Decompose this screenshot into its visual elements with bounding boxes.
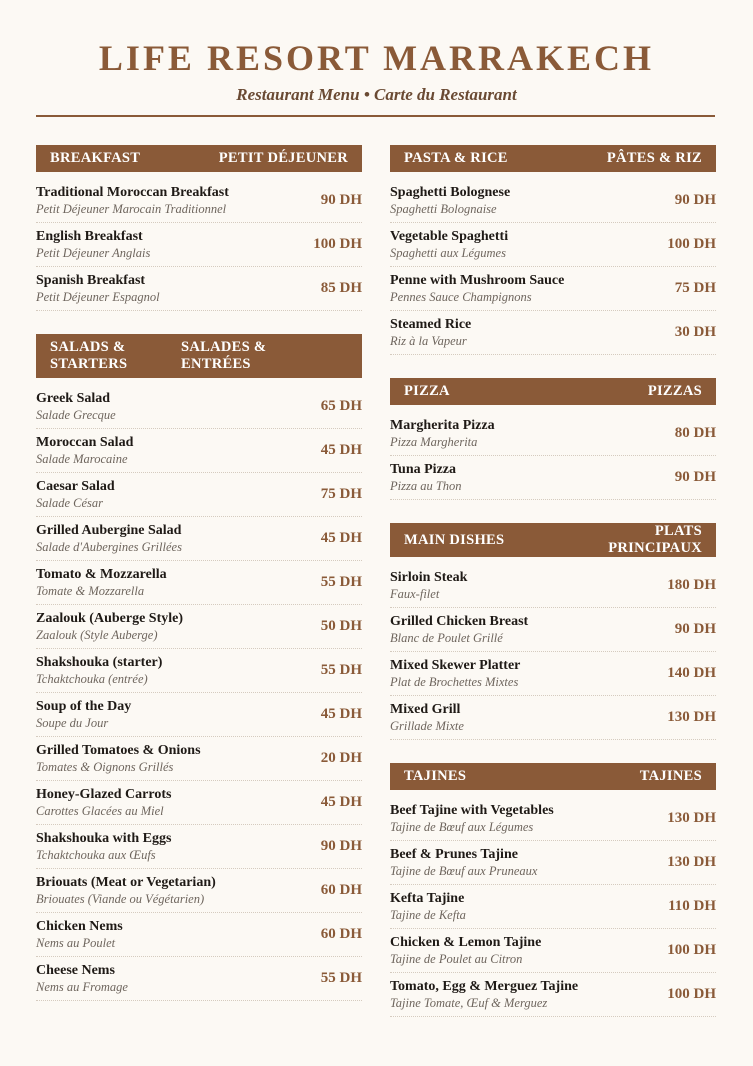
menu-item [36,649,362,693]
menu-item [390,929,716,973]
section-title-fr: PETIT DÉJEUNER [218,150,348,166]
item-price: 90 DH [674,192,716,208]
section-title-en: PASTA & RICE [404,150,508,166]
right-column [390,145,716,1040]
menu-item [390,696,716,740]
section-title-en: BREAKFAST [50,150,141,166]
item-names [390,228,508,261]
item-names [390,613,528,646]
item-names [390,978,578,1011]
item-price: 45 DH [320,530,362,546]
item-name-fr: Tajine de Kefta [390,908,466,922]
item-names [36,434,133,467]
item-name-en: Margherita Pizza [390,418,495,433]
menu-item [390,797,716,841]
item-price: 55 DH [320,574,362,590]
item-name-fr: Tajine de Bœuf aux Légumes [390,820,534,834]
item-name-en: Steamed Rice [390,317,472,332]
item-price: 100 DH [313,236,362,252]
section-header [36,334,362,378]
menu-item [390,885,716,929]
menu-item [36,517,362,561]
item-name-fr: Faux-filet [390,587,440,601]
menu-item [36,561,362,605]
item-name-en: Traditional Moroccan Breakfast [36,185,229,200]
menu-section-tajines [390,763,716,1017]
menu-item [36,267,362,311]
menu-section-pasta-rice [390,145,716,355]
item-price: 90 DH [320,838,362,854]
menu-item [390,841,716,885]
item-price: 60 DH [320,926,362,942]
section-title-en: TAJINES [404,768,467,784]
menu-item [36,825,362,869]
item-name-fr: Salade César [36,496,104,510]
menu-item [390,223,716,267]
menu-item [390,456,716,500]
item-price: 80 DH [674,425,716,441]
item-name-en: Shakshouka with Eggs [36,831,172,846]
menu-item [36,781,362,825]
item-names [36,184,229,217]
item-name-fr: Pizza Margherita [390,435,478,449]
item-price: 90 DH [320,192,362,208]
menu-item [36,605,362,649]
item-name-en: Spaghetti Bolognese [390,185,511,200]
item-name-fr: Petit Déjeuner Anglais [36,246,151,260]
section-title-en: SALADS & STARTERS [50,339,128,372]
section-title-fr: SALADES & ENTRÉES [181,339,267,372]
item-name-en: Chicken Nems [36,919,123,934]
menu-item [36,223,362,267]
item-name-en: Cheese Nems [36,963,115,978]
item-price: 60 DH [320,882,362,898]
menu-item [390,311,716,355]
section-header [390,145,716,172]
item-names [36,478,115,511]
item-names [390,184,510,217]
menu-section-main-dishes [390,523,716,740]
item-name-fr: Nems au Poulet [36,936,116,950]
menu-item [390,179,716,223]
menu-item [36,869,362,913]
item-names [36,272,160,305]
item-names [36,786,171,819]
item-name-en: Chicken & Lemon Tajine [390,935,542,950]
item-price: 55 DH [320,662,362,678]
menu-section-pizza [390,378,716,500]
menu-item [390,652,716,696]
item-price: 110 DH [668,898,716,914]
item-names [36,522,182,555]
item-price: 55 DH [320,970,362,986]
item-names [390,701,464,734]
item-name-en: Beef Tajine with Vegetables [390,803,554,818]
item-names [36,742,201,775]
item-names [36,698,131,731]
item-price: 65 DH [320,398,362,414]
item-name-fr: Tajine Tomate, Œuf & Merguez [390,996,548,1010]
section-title-fr: PLATS PRINCIPAUX [608,523,702,556]
menu-section-salads-starters [36,334,362,1001]
item-names [36,654,162,687]
menu-item [36,179,362,223]
item-name-en: Grilled Aubergine Salad [36,523,182,538]
menu-item-list [390,412,716,500]
item-price: 45 DH [320,442,362,458]
menu-item-list [390,564,716,740]
item-names [390,417,495,450]
item-price: 130 DH [667,709,716,725]
item-name-en: Soup of the Day [36,699,132,714]
item-names [390,802,554,835]
item-name-en: Kefta Tajine [390,891,465,906]
menu-item [36,429,362,473]
item-name-en: Mixed Grill [390,702,461,717]
section-title-fr: PÂTES & RIZ [606,150,702,166]
item-name-fr: Salade d'Aubergines Grillées [36,540,182,554]
restaurant-title: LIFE RESORT MARRAKECH [98,38,655,78]
item-name-fr: Pizza au Thon [390,479,462,493]
item-price: 75 DH [674,280,716,296]
item-names [36,874,216,907]
item-price: 100 DH [667,942,716,958]
item-price: 90 DH [674,621,716,637]
item-name-fr: Tajine de Bœuf aux Pruneaux [390,864,538,878]
item-name-en: Tomato & Mozzarella [36,567,167,582]
item-name-en: Zaalouk (Auberge Style) [36,611,183,626]
menu-item [36,385,362,429]
item-names [390,934,541,967]
item-name-en: Penne with Mushroom Sauce [390,273,565,288]
item-name-en: Vegetable Spaghetti [390,229,509,244]
menu-item [390,267,716,311]
item-price: 75 DH [320,486,362,502]
item-name-en: Grilled Chicken Breast [390,614,529,629]
item-name-en: Tomato, Egg & Merguez Tajine [390,979,579,994]
item-price: 45 DH [320,706,362,722]
menu-subtitle: Restaurant Menu • Carte du Restaurant [236,85,517,104]
item-names [36,610,183,643]
item-names [390,890,466,923]
item-names [390,461,462,494]
item-name-fr: Spaghetti aux Légumes [390,246,506,260]
item-name-fr: Salade Marocaine [36,452,128,466]
item-price: 100 DH [667,236,716,252]
item-name-en: Tuna Pizza [390,462,456,477]
menu-item [36,913,362,957]
item-name-fr: Spaghetti Bolognaise [390,202,497,216]
menu-item-list [36,179,362,311]
item-names [36,918,123,951]
item-name-en: Shakshouka (starter) [36,655,163,670]
item-name-en: Grilled Tomatoes & Onions [36,743,201,758]
item-price: 140 DH [667,665,716,681]
item-price: 85 DH [320,280,362,296]
section-title-en: PIZZA [404,383,450,399]
item-name-en: Sirloin Steak [390,570,468,585]
item-names [390,846,537,879]
section-title-fr: TAJINES [639,768,702,784]
item-price: 100 DH [667,986,716,1002]
item-name-fr: Zaalouk (Style Auberge) [36,628,158,642]
item-names [390,657,520,690]
item-price: 130 DH [667,810,716,826]
section-title-en: MAIN DISHES [404,531,505,548]
menu-section-breakfast [36,145,362,311]
item-name-en: Caesar Salad [36,479,115,494]
item-price: 90 DH [674,469,716,485]
item-names [390,316,471,349]
item-name-en: Moroccan Salad [36,435,134,450]
item-name-fr: Tchaktchouka (entrée) [36,672,148,686]
item-names [36,962,128,995]
item-price: 45 DH [320,794,362,810]
item-name-fr: Blanc de Poulet Grillé [390,631,503,645]
menu-item [390,608,716,652]
item-name-en: Mixed Skewer Platter [390,658,521,673]
item-name-fr: Plat de Brochettes Mixtes [390,675,519,689]
menu-header [0,0,753,105]
menu-item [390,412,716,456]
item-name-fr: Soupe du Jour [36,716,109,730]
item-price: 20 DH [320,750,362,766]
section-header [390,763,716,790]
item-name-fr: Grillade Mixte [390,719,464,733]
menu-item [36,473,362,517]
item-name-fr: Pennes Sauce Champignons [390,290,532,304]
menu-item [390,973,716,1017]
item-name-en: Greek Salad [36,391,111,406]
menu-item-list [390,179,716,355]
menu-item [36,693,362,737]
item-name-fr: Tomate & Mozzarella [36,584,145,598]
item-names [36,228,150,261]
item-name-en: Beef & Prunes Tajine [390,847,518,862]
section-title-fr: PIZZAS [647,383,702,399]
item-name-fr: Carottes Glacées au Miel [36,804,164,818]
item-name-fr: Tchaktchouka aux Œufs [36,848,156,862]
item-name-en: Briouats (Meat or Vegetarian) [36,875,216,890]
menu-item [36,737,362,781]
item-name-fr: Nems au Fromage [36,980,128,994]
item-name-fr: Tajine de Poulet au Citron [390,952,523,966]
menu-item-list [390,797,716,1017]
item-price: 130 DH [667,854,716,870]
item-names [36,390,116,423]
item-names [36,830,171,863]
item-name-en: Honey-Glazed Carrots [36,787,172,802]
item-names [390,569,467,602]
item-price: 30 DH [674,324,716,340]
item-name-en: Spanish Breakfast [36,273,146,288]
item-price: 180 DH [667,577,716,593]
section-header [390,523,716,557]
item-names [390,272,564,305]
item-name-fr: Riz à la Vapeur [390,334,467,348]
section-header [36,145,362,172]
left-column [36,145,362,1024]
item-name-fr: Tomates & Oignons Grillés [36,760,174,774]
item-price: 50 DH [320,618,362,634]
item-name-fr: Salade Grecque [36,408,116,422]
header-divider [36,115,715,117]
item-name-en: English Breakfast [36,229,143,244]
menu-item [36,957,362,1001]
menu-item [390,564,716,608]
item-names [36,566,167,599]
item-name-fr: Petit Déjeuner Marocain Traditionnel [36,202,227,216]
menu-item-list [36,385,362,1001]
item-name-fr: Briouates (Viande ou Végétarien) [36,892,205,906]
section-header [390,378,716,405]
item-name-fr: Petit Déjeuner Espagnol [36,290,160,304]
